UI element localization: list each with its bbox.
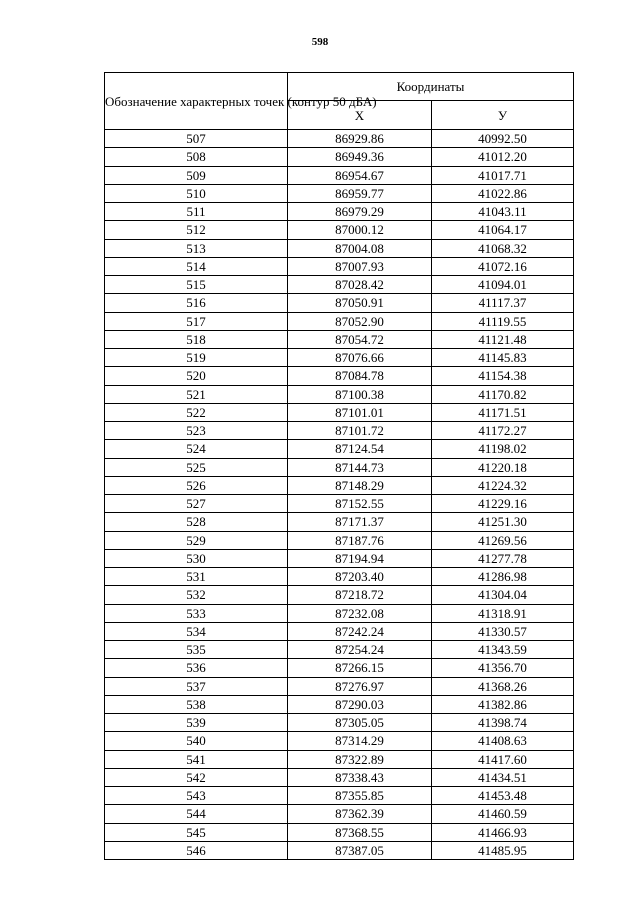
x-coordinate-cell: 87171.37 <box>288 513 432 531</box>
x-coordinate-cell: 87054.72 <box>288 330 432 348</box>
point-number-cell: 539 <box>105 714 288 732</box>
point-number-cell: 523 <box>105 422 288 440</box>
table-row <box>105 695 574 713</box>
coordinates-table <box>104 72 574 860</box>
y-coordinate-cell: 41485.95 <box>432 841 574 859</box>
y-coordinate-cell: 41466.93 <box>432 823 574 841</box>
table-row <box>105 622 574 640</box>
table-row <box>105 586 574 604</box>
point-number-cell: 531 <box>105 568 288 586</box>
x-coordinate-cell: 87203.40 <box>288 568 432 586</box>
table-row <box>105 531 574 549</box>
y-coordinate-cell: 41408.63 <box>432 732 574 750</box>
y-coordinate-cell: 41304.04 <box>432 586 574 604</box>
coordinates-header: Координаты <box>288 73 574 101</box>
y-coordinate-cell: 41434.51 <box>432 768 574 786</box>
point-number-cell: 513 <box>105 239 288 257</box>
x-coordinate-cell: 87254.24 <box>288 641 432 659</box>
point-number-cell: 543 <box>105 787 288 805</box>
x-coordinate-cell: 87290.03 <box>288 695 432 713</box>
point-number-cell: 542 <box>105 768 288 786</box>
y-coordinate-cell: 41121.48 <box>432 330 574 348</box>
table-row <box>105 166 574 184</box>
point-number-cell: 527 <box>105 495 288 513</box>
y-column-header: У <box>432 101 574 130</box>
point-number-cell: 533 <box>105 604 288 622</box>
x-coordinate-cell: 87007.93 <box>288 257 432 275</box>
x-coordinate-cell: 87218.72 <box>288 586 432 604</box>
point-number-cell: 517 <box>105 312 288 330</box>
y-coordinate-cell: 41330.57 <box>432 622 574 640</box>
y-coordinate-cell: 41154.38 <box>432 367 574 385</box>
y-coordinate-cell: 41172.27 <box>432 422 574 440</box>
y-coordinate-cell: 41286.98 <box>432 568 574 586</box>
x-coordinate-cell: 87004.08 <box>288 239 432 257</box>
point-number-cell: 519 <box>105 349 288 367</box>
table-row <box>105 495 574 513</box>
x-coordinate-cell: 87276.97 <box>288 677 432 695</box>
x-coordinate-cell: 87232.08 <box>288 604 432 622</box>
x-coordinate-cell: 87050.91 <box>288 294 432 312</box>
point-number-cell: 509 <box>105 166 288 184</box>
x-coordinate-cell: 87144.73 <box>288 458 432 476</box>
x-coordinate-cell: 87148.29 <box>288 476 432 494</box>
table-row <box>105 677 574 695</box>
x-column-header: X <box>288 101 432 130</box>
point-number-cell: 511 <box>105 203 288 221</box>
point-number-cell: 534 <box>105 622 288 640</box>
table-row <box>105 732 574 750</box>
y-coordinate-cell: 41343.59 <box>432 641 574 659</box>
y-coordinate-cell: 41145.83 <box>432 349 574 367</box>
y-coordinate-cell: 41460.59 <box>432 805 574 823</box>
table-row <box>105 805 574 823</box>
x-coordinate-cell: 86954.67 <box>288 166 432 184</box>
point-number-cell: 526 <box>105 476 288 494</box>
x-coordinate-cell: 87028.42 <box>288 276 432 294</box>
table-row <box>105 440 574 458</box>
y-coordinate-cell: 41017.71 <box>432 166 574 184</box>
x-coordinate-cell: 87101.01 <box>288 403 432 421</box>
x-coordinate-cell: 87124.54 <box>288 440 432 458</box>
table-body <box>105 130 574 860</box>
point-number-cell: 540 <box>105 732 288 750</box>
y-coordinate-cell: 41094.01 <box>432 276 574 294</box>
table-row <box>105 422 574 440</box>
table-row <box>105 458 574 476</box>
table-row <box>105 659 574 677</box>
x-coordinate-cell: 86959.77 <box>288 184 432 202</box>
table-row <box>105 330 574 348</box>
point-number-cell: 546 <box>105 841 288 859</box>
table-row <box>105 841 574 859</box>
table-row <box>105 184 574 202</box>
y-coordinate-cell: 41229.16 <box>432 495 574 513</box>
x-coordinate-cell: 87052.90 <box>288 312 432 330</box>
point-number-cell: 520 <box>105 367 288 385</box>
y-coordinate-cell: 41269.56 <box>432 531 574 549</box>
table-row <box>105 641 574 659</box>
table-row <box>105 257 574 275</box>
point-number-cell: 514 <box>105 257 288 275</box>
table-row <box>105 312 574 330</box>
table-row <box>105 130 574 148</box>
y-coordinate-cell: 41022.86 <box>432 184 574 202</box>
y-coordinate-cell: 41068.32 <box>432 239 574 257</box>
table-row <box>105 203 574 221</box>
x-coordinate-cell: 86929.86 <box>288 130 432 148</box>
y-coordinate-cell: 41220.18 <box>432 458 574 476</box>
point-number-cell: 508 <box>105 148 288 166</box>
x-coordinate-cell: 87266.15 <box>288 659 432 677</box>
x-coordinate-cell: 87355.85 <box>288 787 432 805</box>
table-row <box>105 367 574 385</box>
y-coordinate-cell: 41064.17 <box>432 221 574 239</box>
x-coordinate-cell: 87187.76 <box>288 531 432 549</box>
y-coordinate-cell: 41012.20 <box>432 148 574 166</box>
y-coordinate-cell: 41382.86 <box>432 695 574 713</box>
y-coordinate-cell: 40992.50 <box>432 130 574 148</box>
x-coordinate-cell: 86949.36 <box>288 148 432 166</box>
point-designation-header: Обозначение характерных точек (контур 50 дБА) <box>105 73 288 130</box>
table-row <box>105 823 574 841</box>
y-coordinate-cell: 41417.60 <box>432 750 574 768</box>
y-coordinate-cell: 41251.30 <box>432 513 574 531</box>
table-row <box>105 604 574 622</box>
table-row <box>105 568 574 586</box>
y-coordinate-cell: 41198.02 <box>432 440 574 458</box>
point-number-cell: 522 <box>105 403 288 421</box>
table-row <box>105 476 574 494</box>
y-coordinate-cell: 41453.48 <box>432 787 574 805</box>
y-coordinate-cell: 41043.11 <box>432 203 574 221</box>
table-row <box>105 787 574 805</box>
x-coordinate-cell: 87322.89 <box>288 750 432 768</box>
y-coordinate-cell: 41224.32 <box>432 476 574 494</box>
x-coordinate-cell: 87000.12 <box>288 221 432 239</box>
point-number-cell: 512 <box>105 221 288 239</box>
x-coordinate-cell: 87305.05 <box>288 714 432 732</box>
table-row <box>105 750 574 768</box>
y-coordinate-cell: 41368.26 <box>432 677 574 695</box>
y-coordinate-cell: 41072.16 <box>432 257 574 275</box>
table-row <box>105 221 574 239</box>
table-row <box>105 549 574 567</box>
x-coordinate-cell: 87084.78 <box>288 367 432 385</box>
table-row <box>105 768 574 786</box>
point-number-cell: 544 <box>105 805 288 823</box>
x-coordinate-cell: 87152.55 <box>288 495 432 513</box>
table-row <box>105 148 574 166</box>
point-number-cell: 525 <box>105 458 288 476</box>
table-row <box>105 239 574 257</box>
y-coordinate-cell: 41318.91 <box>432 604 574 622</box>
y-coordinate-cell: 41170.82 <box>432 385 574 403</box>
x-coordinate-cell: 87076.66 <box>288 349 432 367</box>
table-row <box>105 276 574 294</box>
x-coordinate-cell: 87100.38 <box>288 385 432 403</box>
y-coordinate-cell: 41117.37 <box>432 294 574 312</box>
point-number-cell: 521 <box>105 385 288 403</box>
x-coordinate-cell: 87314.29 <box>288 732 432 750</box>
point-number-cell: 530 <box>105 549 288 567</box>
point-number-cell: 528 <box>105 513 288 531</box>
x-coordinate-cell: 87368.55 <box>288 823 432 841</box>
y-coordinate-cell: 41171.51 <box>432 403 574 421</box>
page-number: 598 <box>311 36 329 48</box>
table-row <box>105 403 574 421</box>
table-row <box>105 294 574 312</box>
x-coordinate-cell: 87387.05 <box>288 841 432 859</box>
point-number-cell: 510 <box>105 184 288 202</box>
y-coordinate-cell: 41356.70 <box>432 659 574 677</box>
table-row <box>105 349 574 367</box>
point-number-cell: 529 <box>105 531 288 549</box>
table-row <box>105 513 574 531</box>
table-row <box>105 385 574 403</box>
x-coordinate-cell: 87101.72 <box>288 422 432 440</box>
point-number-cell: 538 <box>105 695 288 713</box>
table-row <box>105 714 574 732</box>
point-number-cell: 541 <box>105 750 288 768</box>
x-coordinate-cell: 87242.24 <box>288 622 432 640</box>
x-coordinate-cell: 86979.29 <box>288 203 432 221</box>
point-number-cell: 536 <box>105 659 288 677</box>
point-number-cell: 537 <box>105 677 288 695</box>
point-number-cell: 524 <box>105 440 288 458</box>
point-number-cell: 532 <box>105 586 288 604</box>
x-coordinate-cell: 87362.39 <box>288 805 432 823</box>
y-coordinate-cell: 41119.55 <box>432 312 574 330</box>
point-number-cell: 515 <box>105 276 288 294</box>
x-coordinate-cell: 87194.94 <box>288 549 432 567</box>
point-number-cell: 518 <box>105 330 288 348</box>
point-number-cell: 535 <box>105 641 288 659</box>
y-coordinate-cell: 41398.74 <box>432 714 574 732</box>
y-coordinate-cell: 41277.78 <box>432 549 574 567</box>
point-number-cell: 545 <box>105 823 288 841</box>
point-number-cell: 516 <box>105 294 288 312</box>
point-number-cell: 507 <box>105 130 288 148</box>
x-coordinate-cell: 87338.43 <box>288 768 432 786</box>
